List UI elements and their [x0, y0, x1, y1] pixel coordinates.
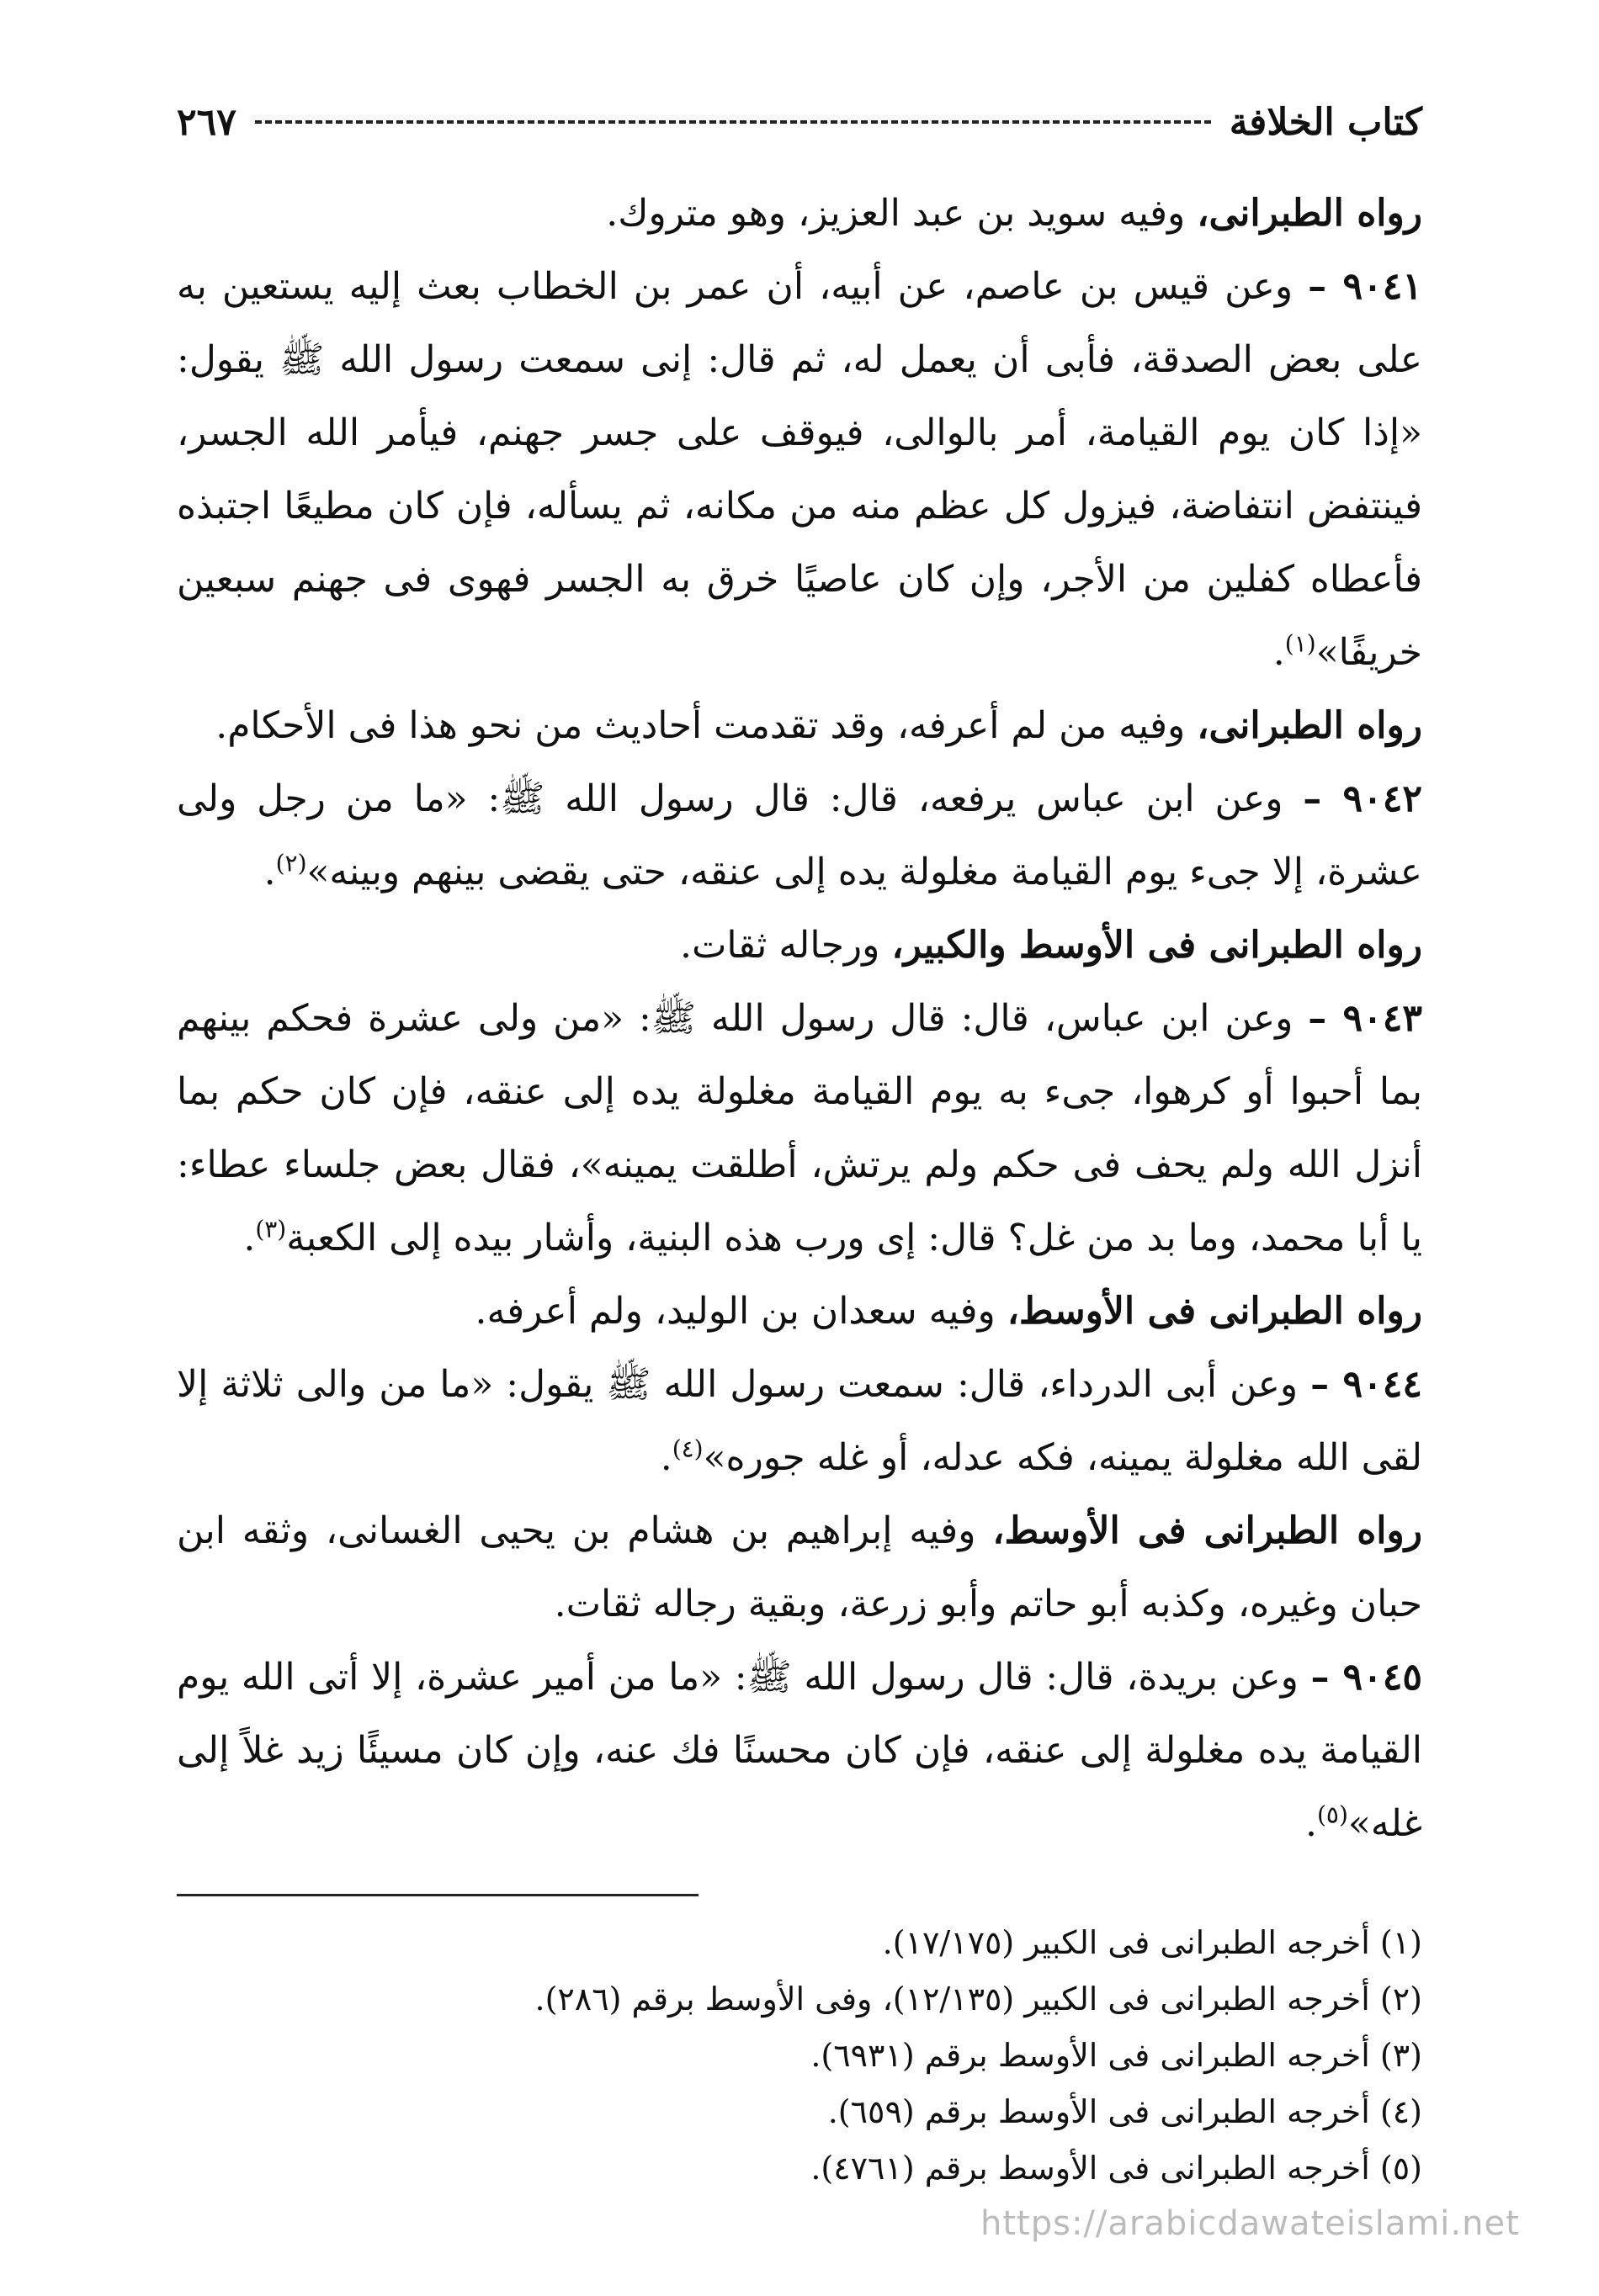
footnote: (١) أخرجه الطبرانى فى الكبير (١٧/١٧٥). [882, 1924, 1422, 1961]
hadith-paragraph: ٩٠٤٣ – وعن ابن عباس، قال: قال رسول الله ﷺ: «من ولى عشرة فحكم بينهم بما أحبوا أو كرهوا، جىء به يوم القيامة مغلولة يده إلى عنقه، فإن كان حكم بما أنزل الله ولم يحف فى حكم ولم يرتش، أطلقت يمينه»، فقال بعض جلساء عطاء: يا أبا محمد، وما بد من غل؟ قال: إى ورب هذه البنية، وأشار بيده إلى الكعبة$^{(٣)}$. [177, 997, 1422, 1259]
footnote: (٣) أخرجه الطبرانى فى الأوسط برقم (٦٩٣١). [810, 2037, 1422, 2074]
footnote-separator [177, 1860, 1422, 1915]
footnote-marker: (٣) [255, 1215, 287, 1243]
book-title: كتاب الخلافة [1229, 100, 1422, 144]
footnote: (٢) أخرجه الطبرانى فى الكبير (١٢/١٣٥)، وفى الأوسط برقم (٢٨٦). [534, 1980, 1422, 2018]
paragraph: رواه الطبرانى فى الأوسط، وفيه سعدان بن الوليد، ولم أعرفه. [475, 1290, 1422, 1333]
footnote-marker: (٢) [275, 849, 307, 878]
hadith-paragraph: ٩٠٤٢ – وعن ابن عباس يرفعه، قال: قال رسول الله ﷺ: «ما من رجل ولى عشرة، إلا جىء يوم القيامة مغلولة يده إلى عنقه، حتى يقضى بينهم وبينه»$^{(٢)}$. [177, 777, 1422, 893]
footnote-marker: (٤) [672, 1434, 704, 1463]
footnote: (٥) أخرجه الطبرانى فى الأوسط برقم (٤٧٦١). [810, 2150, 1422, 2187]
paragraph: رواه الطبرانى فى الأوسط والكبير، ورجاله ثقات. [680, 924, 1422, 967]
footnote-marker: (١) [1284, 629, 1316, 658]
main-text [177, 177, 1422, 1860]
page-number: ٢٦٧ [177, 100, 236, 144]
footnotes [177, 1915, 1422, 2197]
footnote-marker: (٥) [1316, 1800, 1348, 1829]
document-page [177, 93, 1422, 2246]
hadith-paragraph: ٩٠٤٥ – وعن بريدة، قال: قال رسول الله ﷺ: «ما من أمير عشرة، إلا أتى الله يوم القيامة يده مغلولة إلى عنقه، فإن كان محسنًا فك عنه، وإن كان مسيئًا زيد غلاً إلى غله»$^{(٥)}$. [177, 1656, 1422, 1845]
running-header [177, 93, 1422, 151]
watermark-url: https://arabicdawateislami.net [980, 2204, 1520, 2243]
paragraph: رواه الطبرانى، وفيه سويد بن عبد العزيز، وهو متروك. [606, 192, 1422, 235]
footnote: (٤) أخرجه الطبرانى فى الأوسط برقم (٦٥٩). [827, 2093, 1422, 2130]
header-dashed-line [255, 120, 1211, 124]
hadith-paragraph: ٩٠٤٤ – وعن أبى الدرداء، قال: سمعت رسول الله ﷺ يقول: «ما من والى ثلاثة إلا لقى الله مغلولة يمينه، فكه عدله، أو غله جوره»$^{(٤)}$. [177, 1363, 1422, 1479]
footnote-rule [177, 1894, 699, 1896]
hadith-paragraph: ٩٠٤١ – وعن قيس بن عاصم، عن أبيه، أن عمر بن الخطاب بعث إليه يستعين به على بعض الصدقة، فأبى أن يعمل له، ثم قال: إنى سمعت رسول الله ﷺ يقول: «إذا كان يوم القيامة، أمر بالوالى، فيوقف على جسر جهنم، فيأمر الله الجسر، فينتفض انتفاضة، فيزول كل عظم منه من مكانه، ثم يسأله، فإن كان مطيعًا اجتبذه فأعطاه كفلين من الأجر، وإن كان عاصيًا خرق به الجسر فهوى فى جهنم سبعين خريفًا»$^{(١)}$. [177, 265, 1423, 674]
paragraph: رواه الطبرانى فى الأوسط، وفيه إبراهيم بن هشام بن يحيى الغسانى، وثقه ابن حبان وغيره، وكذبه أبو حاتم وأبو زرعة، وبقية رجاله ثقات. [177, 1509, 1423, 1625]
paragraph: رواه الطبرانى، وفيه من لم أعرفه، وقد تقدمت أحاديث من نحو هذا فى الأحكام. [215, 704, 1422, 747]
